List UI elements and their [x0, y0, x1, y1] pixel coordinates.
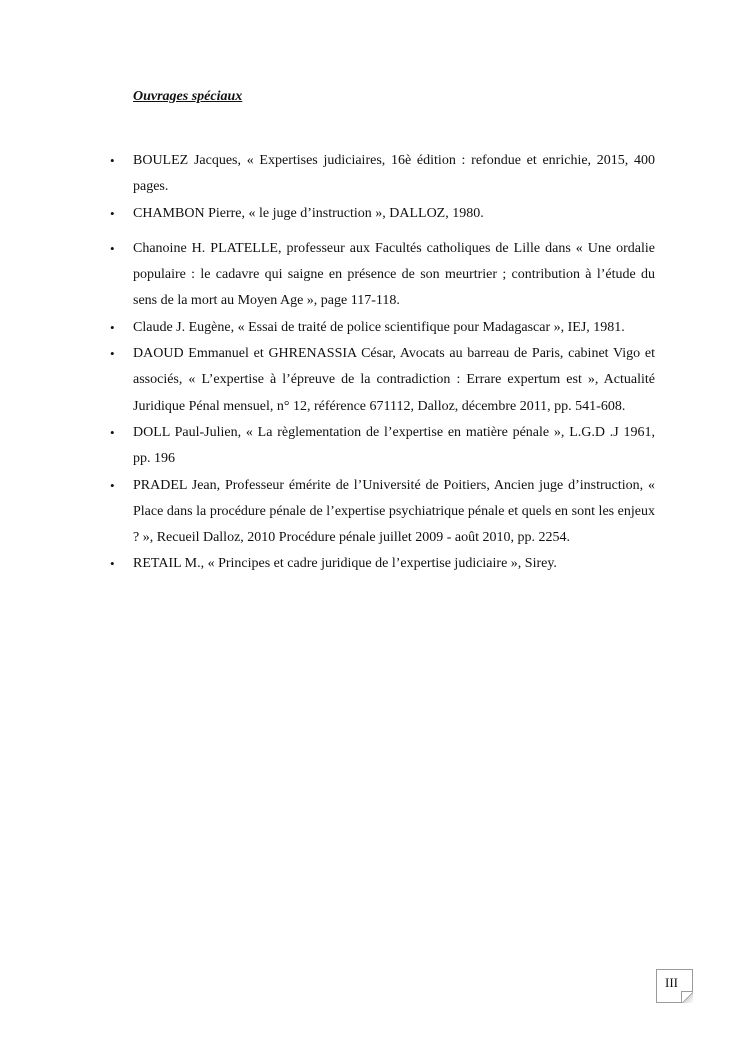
bullet-icon: •: [110, 556, 115, 572]
page-curl-icon: [681, 991, 693, 1003]
page-number: III: [665, 975, 678, 990]
section-title: Ouvrages spéciaux: [133, 89, 243, 104]
bibliography-entry-daoud: [0, 341, 655, 420]
bullet-icon: •: [110, 424, 115, 440]
bibliography-entry-claude: [0, 315, 655, 341]
bibliography-entry-boulez: [0, 148, 655, 201]
page-number-box: [656, 969, 693, 1003]
bullet-icon: •: [110, 346, 115, 362]
bullet-icon: •: [110, 205, 115, 221]
bibliography-entry-pradel: [0, 473, 655, 552]
bibliography-entry-platelle: [0, 236, 655, 315]
bullet-icon: •: [110, 477, 115, 493]
bibliography-entry-retail: [0, 551, 655, 577]
bibliography-entry-chambon: [0, 201, 655, 227]
bullet-icon: •: [110, 240, 115, 256]
entry-text: Claude J. Eugène, « Essai de traité de police scientifique pour Madagascar », IEJ, 1981.: [133, 319, 625, 335]
bullet-icon: •: [110, 319, 115, 335]
entry-text: CHAMBON Pierre, « le juge d’instruction », DALLOZ, 1980.: [133, 205, 484, 221]
entry-text: RETAIL M., « Principes et cadre juridique de l’expertise judiciaire », Sirey.: [133, 556, 557, 572]
entry-text: DOLL Paul-Julien, « La règlementation de l’expertise en matière pénale », L.G.D .J 1961, pp. 196: [133, 424, 655, 467]
bullet-icon: •: [110, 153, 115, 168]
bibliography-list: [0, 148, 745, 578]
entry-text: DAOUD Emmanuel et GHRENASSIA César, Avocats au barreau de Paris, cabinet Vigo et associés, « L’expertise à l’épreuve de la contradiction : Errare expertum est », Actualité Juridique Pénal mensuel, n° 12, référence 671112, Dalloz, décembre 2011, pp. 541-608.: [133, 346, 655, 414]
bibliography-entry-doll: [0, 420, 655, 473]
entry-text: Chanoine H. PLATELLE, professeur aux Facultés catholiques de Lille dans « Une ordalie populaire : le cadavre qui saigne en présence de son meurtrier ; contribution à l’étude du sens de la mort au Moyen Age », page 117-118.: [133, 240, 655, 309]
entry-text: PRADEL Jean, Professeur émérite de l’Université de Poitiers, Ancien juge d’instruction, « Place dans la procédure pénale de l’expertise psychiatrique pénale et quels en sont les enjeux ? », Recueil Dalloz, 2010 Procédure pénale juillet 2009 - août 2010, pp. 2254.: [133, 477, 655, 546]
entry-text: BOULEZ Jacques, « Expertises judiciaires, 16è édition : refondue et enrichie, 2015, 400 pages.: [133, 153, 655, 195]
